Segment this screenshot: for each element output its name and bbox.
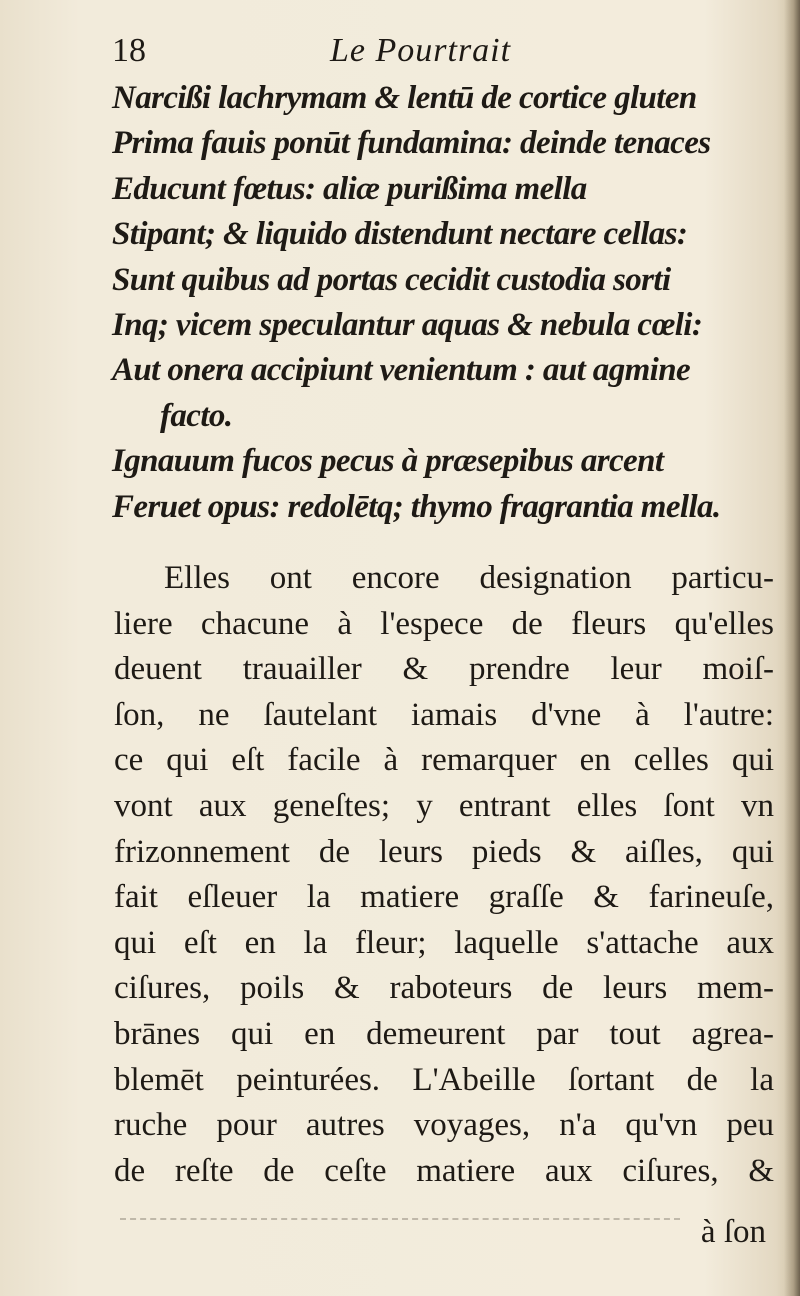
- verse-line: Stipant; & liquido distendunt nectare cellas:: [112, 216, 688, 253]
- prose-line: ſon, ne ſautelant iamais d'vne à l'autre:: [114, 696, 774, 733]
- prose-line: liere chacune à l'espece de fleurs qu'elles: [114, 605, 774, 642]
- verse-line: Educunt fœtus: aliæ purißima mella: [112, 170, 587, 207]
- prose-line: ce qui eſt facile à remarquer en celles qui: [114, 742, 774, 779]
- verse-line: Sunt quibus ad portas cecidit custodia sorti: [112, 261, 671, 298]
- prose-line: deuent trauailler & prendre leur moiſ-: [114, 651, 774, 688]
- verse-line-continuation: facto.: [160, 397, 233, 434]
- verse-line: Inq; vicem speculantur aquas & nebula cœli:: [112, 306, 703, 343]
- prose-line: ciſures, poils & raboteurs de leurs mem-: [114, 970, 774, 1007]
- verse-line: Prima fauis ponūt fundamina: deinde tenaces: [112, 125, 711, 162]
- catchword: à ſon: [700, 1214, 766, 1250]
- french-prose-paragraph: [114, 556, 774, 1194]
- verse-line: Feruet opus: redolētq; thymo fragrantia mella.: [112, 488, 721, 525]
- prose-line: ruche pour autres voyages, n'a qu'vn peu: [114, 1107, 774, 1144]
- prose-line: blemēt peinturées. L'Abeille ſortant de la: [114, 1061, 774, 1098]
- prose-line: fait eſleuer la matiere graſſe & farineuſe,: [114, 879, 774, 916]
- running-head: Le Pourtrait: [330, 32, 512, 69]
- prose-line: vont aux geneſtes; y entrant elles ſont vn: [114, 787, 774, 824]
- faint-rule: [120, 1218, 680, 1220]
- latin-verse-block: [112, 76, 780, 530]
- prose-line: qui eſt en la fleur; laquelle s'attache aux: [114, 924, 774, 961]
- prose-line: brānes qui en demeurent par tout agrea-: [114, 1015, 774, 1052]
- page-number: 18: [112, 32, 146, 69]
- page-gutter-shadow: [784, 0, 800, 1296]
- prose-line: Elles ont encore designation particu-: [164, 560, 774, 596]
- verse-line: Aut onera accipiunt venientum : aut agmine: [112, 352, 691, 389]
- verse-line: Ignauum fucos pecus à præsepibus arcent: [112, 443, 664, 480]
- page-header: [112, 28, 772, 78]
- prose-line: frizonnement de leurs pieds & aiſles, qui: [114, 833, 774, 870]
- verse-line: Narcißi lachrymam & lentū de cortice gluten: [112, 80, 697, 116]
- prose-line: de reſte de ceſte matiere aux ciſures, &: [114, 1152, 774, 1189]
